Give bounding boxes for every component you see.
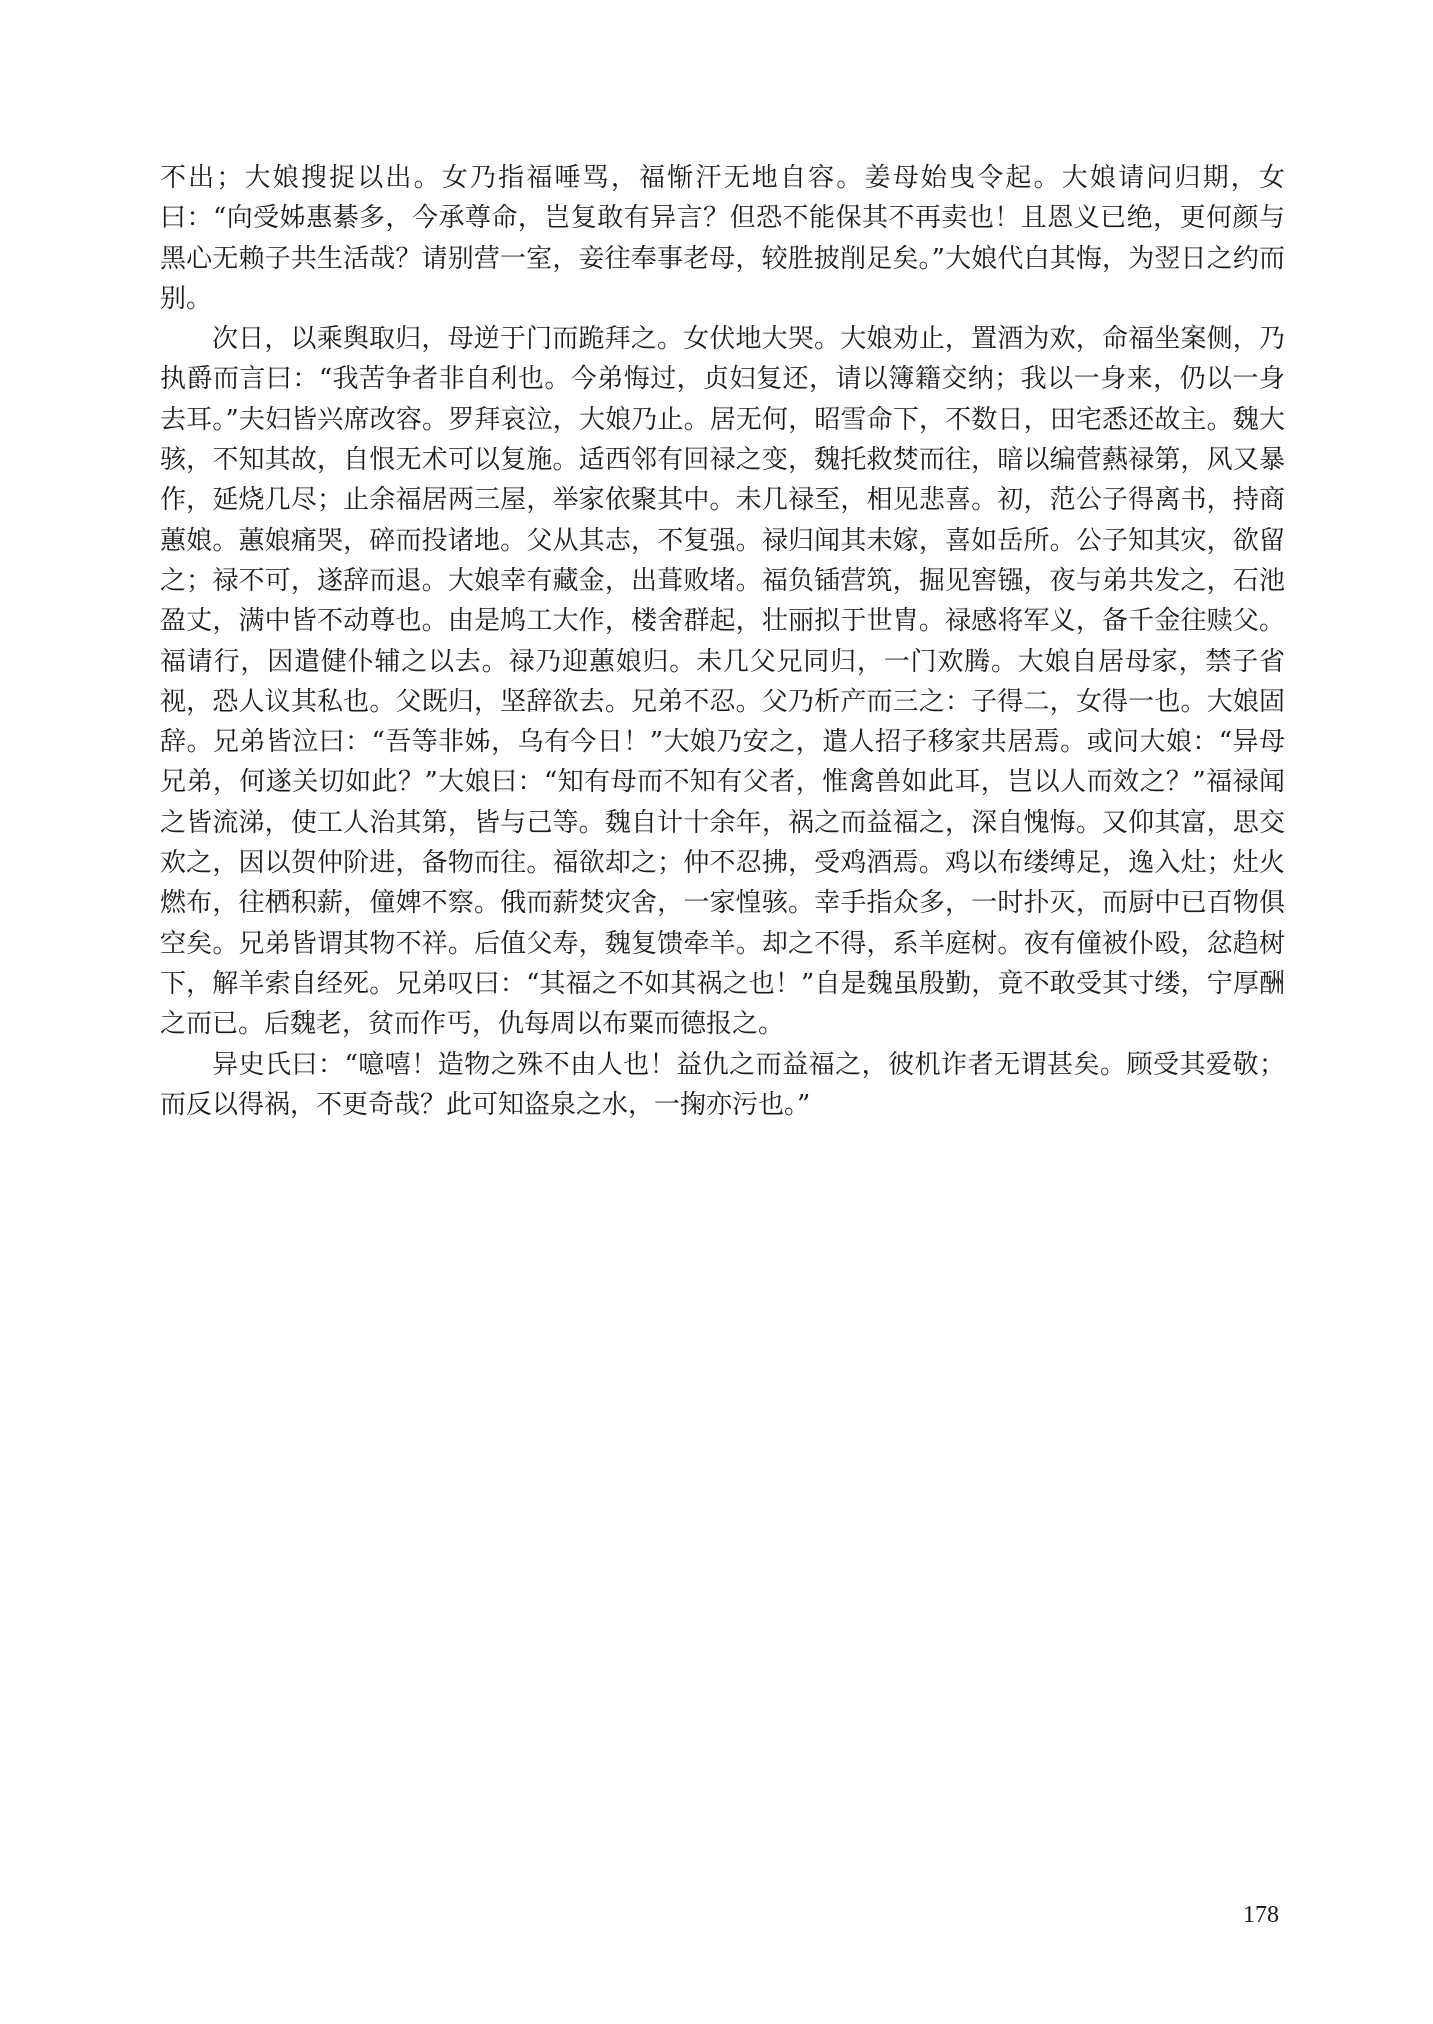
body-text <box>160 158 1285 1125</box>
paragraph-commentary: 异史氏曰：“噫嘻！造物之殊不由人也！益仇之而益福之，彼机诈者无谓甚矣。顾受其爱敬；而反以得祸，不更奇哉？此可知盗泉之水，一掬亦污也。” <box>160 1049 1285 1120</box>
page-number: 178 <box>1243 1902 1279 1928</box>
paragraph-main-narrative: 次日，以乘舆取归，母逆于门而跪拜之。女伏地大哭。大娘劝止，置酒为欢，命福坐案侧，乃执爵而言曰：“我苦争者非自利也。今弟悔过，贞妇复还，请以簿籍交纳；我以一身来，仍以一身去耳。”夫妇皆兴席改容。罗拜哀泣，大娘乃止。居无何，昭雪命下，不数日，田宅悉还故主。魏大骇，不知其故，自恨无术可以复施。适西邻有回禄之变，魏托救焚而往，暗以编菅爇禄第，风又暴作，延烧几尽；止余福居两三屋，举家依聚其中。未几禄至，相见悲喜。初，范公子得离书，持商蕙娘。蕙娘痛哭，碎而投诸地。父从其志，不复强。禄归闻其未嫁，喜如岳所。公子知其灾，欲留之；禄不可，遂辞而退。大娘幸有藏金，出葺败堵。福负锸营筑，掘见窖镪，夜与弟共发之，石池盈丈，满中皆不动尊也。由是鸠工大作，楼舍群起，壮丽拟于世胄。禄感将军义，备千金往赎父。福请行，因遣健仆辅之以去。禄乃迎蕙娘归。未几父兄同归，一门欢腾。大娘自居母家，禁子省视，恐人议其私也。父既归，坚辞欲去。兄弟不忍。父乃析产而三之：子得二，女得一也。大娘固辞。兄弟皆泣曰：“吾等非姊，乌有今日！”大娘乃安之，遣人招子移家共居焉。或问大娘：“异母兄弟，何遂关切如此？”大娘曰：“知有母而不知有父者，惟禽兽如此耳，岂以人而效之？”福禄闻之皆流涕，使工人治其第，皆与己等。魏自计十余年，祸之而益福之，深自愧悔。又仰其富，思交欢之，因以贺仲阶进，备物而往。福欲却之；仲不忍拂，受鸡酒焉。鸡以布缕缚足，逸入灶；灶火燃布，往栖积薪，僮婢不察。俄而薪焚灾舍，一家惶骇。幸手指众多，一时扑灭，而厨中已百物俱空矣。兄弟皆谓其物不祥。后值父寿，魏复馈牵羊。却之不得，系羊庭树。夜有僮被仆殴，忿趋树下，解羊索自经死。兄弟叹曰：“其福之不如其祸之也！”自是魏虽殷勤，竟不敢受其寸缕，宁厚酬之而已。后魏老，贫而作丐，仇每周以布粟而德报之。 <box>160 324 1285 1040</box>
paragraph-continuation: 不出；大娘搜捉以出。女乃指福唾骂，福惭汗无地自容。姜母始曳令起。大娘请问归期，女曰：“向受姊惠綦多，今承尊命，岂复敢有异言？但恐不能保其不再卖也！且恩义已绝，更何颜与黑心无赖子共生活哉？请别营一室，妾往奉事老母，较胜披削足矣。”大娘代白其悔，为翌日之约而别。 <box>160 163 1285 314</box>
